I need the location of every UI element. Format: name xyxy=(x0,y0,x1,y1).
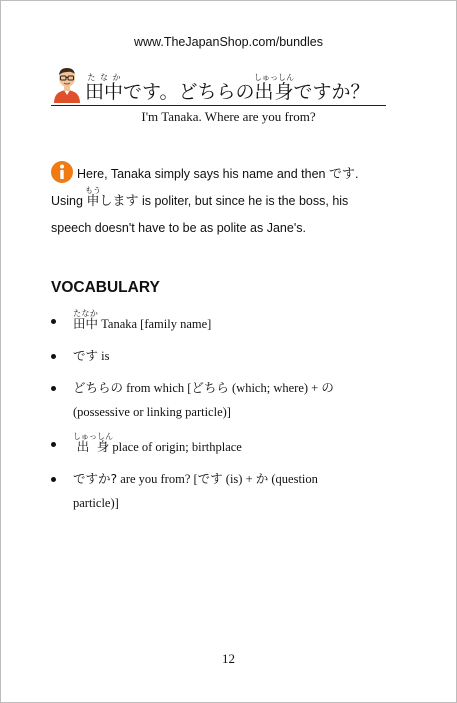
bullet-icon xyxy=(51,477,56,482)
man-avatar-icon xyxy=(51,65,83,103)
dialogue-block xyxy=(51,65,386,106)
info-icon xyxy=(51,161,73,183)
header-url: www.TheJapanShop.com/bundles xyxy=(133,35,323,49)
dialogue-text-end: ですか？ xyxy=(293,81,370,103)
bullet-icon xyxy=(51,319,56,324)
ruby-shusshin: 出身しゅっしん xyxy=(254,73,295,103)
ruby-tanaka: 田中たなか xyxy=(85,73,124,103)
list-item: です is xyxy=(51,344,361,368)
list-item: 出身しゅっしん place of origin; birthplace xyxy=(51,432,361,459)
list-item: どちらの from which [どちら (which; where) + の (possessive or linking particle)] xyxy=(51,376,361,424)
vocabulary-heading: VOCABULARY xyxy=(51,279,160,296)
note-paragraph: Here, Tanaka simply says his name and then です. Using 申もうします is politer, but since he is the boss, his speech doesn't have to be as polite as Jane's. xyxy=(51,161,381,241)
bullet-icon xyxy=(51,442,56,447)
bullet-icon xyxy=(51,386,56,391)
dialogue-line xyxy=(85,73,370,107)
ruby-mou: 申もう xyxy=(84,186,101,209)
vocabulary-list xyxy=(51,309,361,523)
translation: I'm Tanaka. Where are you from? xyxy=(141,109,316,124)
bullet-icon xyxy=(51,354,56,359)
dialogue-text: です。どちらの xyxy=(123,81,255,103)
list-item: 田中たなか Tanaka [family name] xyxy=(51,309,361,336)
list-item: ですか? are you from? [です (is) + か (question particle)] xyxy=(51,467,361,515)
page-number: 12 xyxy=(222,651,235,666)
